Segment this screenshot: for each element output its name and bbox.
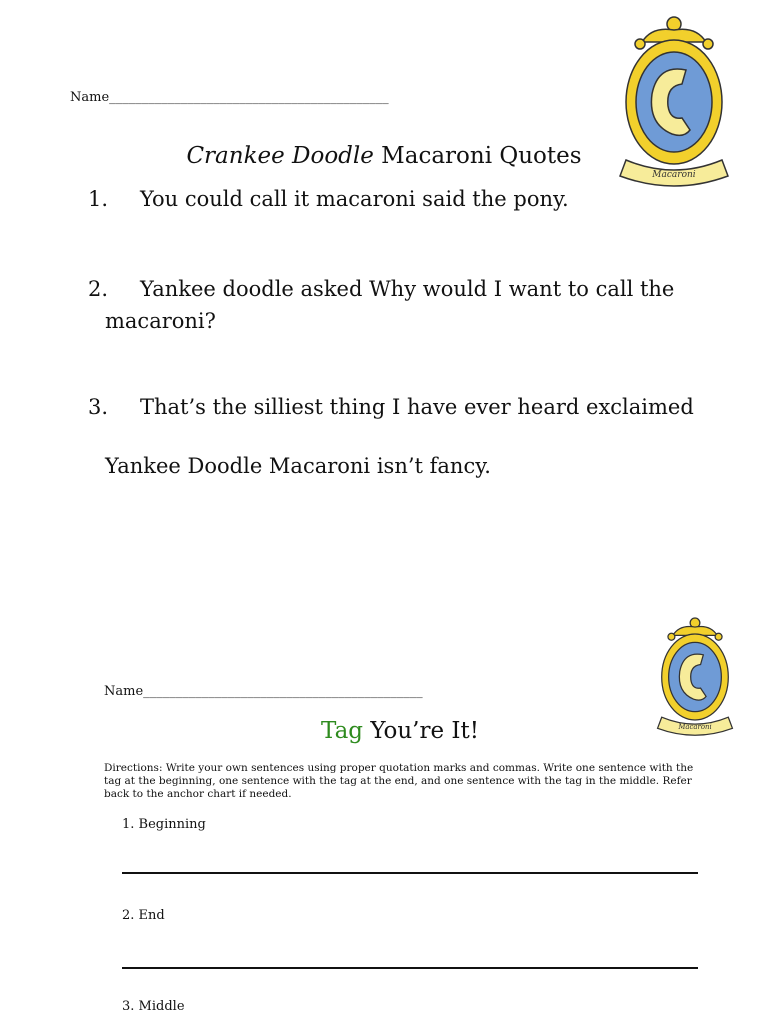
title-rest: Macaroni Quotes — [373, 143, 582, 169]
directions-text: Directions: Write your own sentences using proper quotation marks and commas. Write one sentence with the tag at the beginning, one sentence with the tag at the end, and one sentence with the tag in the middle. Refer back to the anchor chart if needed. — [104, 762, 694, 800]
title-italic: Crankee Doodle — [186, 143, 374, 169]
item-end: 2. End — [122, 908, 165, 923]
tag-title-rest: You’re It! — [363, 718, 479, 744]
crest-label: Macaroni — [678, 723, 712, 732]
question-1: 1. You could call it macaroni said the pony. — [88, 187, 569, 211]
answer-line-end[interactable] — [122, 967, 698, 969]
question-4: Yankee Doodle Macaroni isn’t fancy. — [105, 454, 491, 478]
question-2-cont: macaroni? — [105, 309, 216, 333]
answer-line-beginning[interactable] — [122, 872, 698, 874]
name-field-2[interactable]: Name___________________________________________ — [104, 684, 423, 699]
item-middle: 3. Middle — [122, 999, 185, 1014]
item-beginning: 1. Beginning — [122, 817, 206, 832]
tag-word: Tag — [321, 718, 364, 744]
crest-label: Macaroni — [652, 170, 696, 180]
macaroni-crest-icon — [612, 14, 736, 190]
name-field-1[interactable]: Name___________________________________________ — [70, 90, 389, 105]
question-2: 2. Yankee doodle asked Why would I want to call the — [88, 277, 675, 301]
tag-title — [0, 718, 768, 744]
question-3: 3. That’s the silliest thing I have ever heard exclaimed — [88, 395, 694, 419]
